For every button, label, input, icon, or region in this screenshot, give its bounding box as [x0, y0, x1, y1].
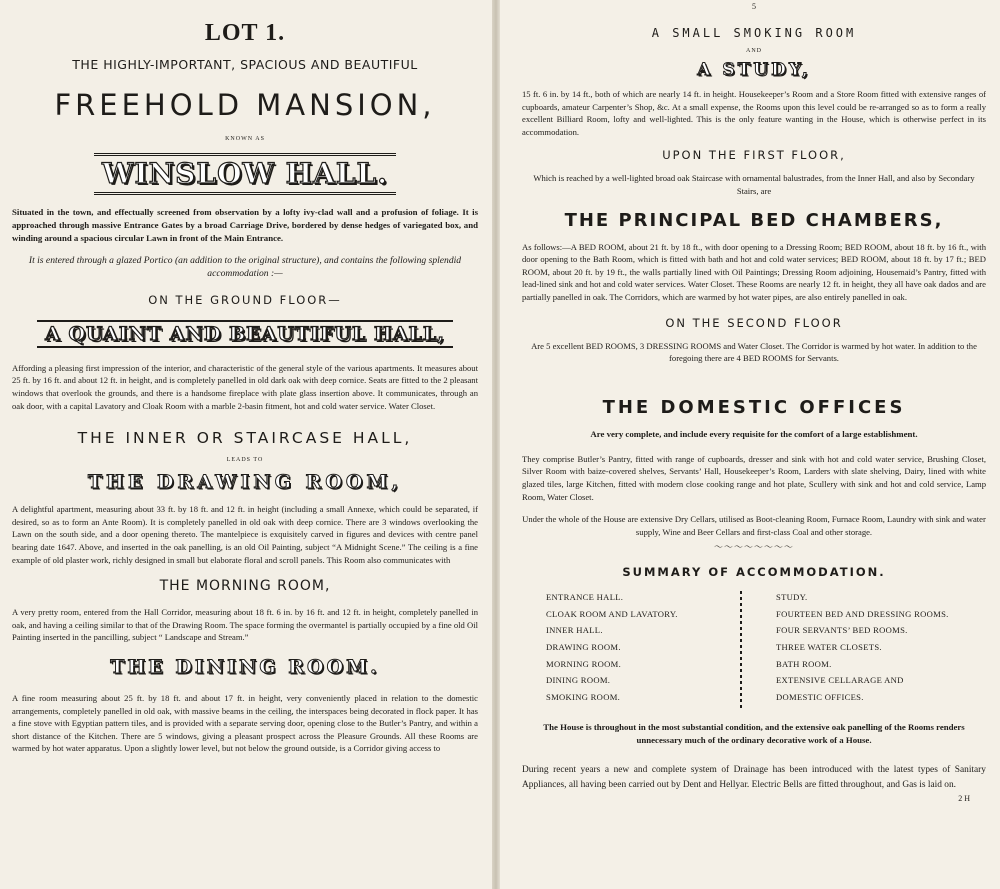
second-paragraph: Are 5 excellent BED ROOMS, 3 DRESSING ROOMS and Water Closet. The Corridor is warmed by hot water. In addition to the foregoing there are 4 BED ROOMS for Servants. [531, 340, 977, 364]
summary-item: INNER HALL. [546, 625, 603, 636]
summary-item: BATH ROOM. [776, 658, 832, 669]
summary-item: MORNING ROOM. [546, 658, 622, 669]
summary-item: ENTRANCE HALL. [546, 592, 624, 603]
cellars-paragraph: Under the whole of the House are extensive Dry Cellars, utilised as Boot-cleaning Room, Furnace Room, Laundry with sink and water supply, Wine and Beer Cellars and first-class Coal and other storage. [522, 514, 986, 537]
left-page [0, 0, 492, 889]
summary-item: FOURTEEN BED AND DRESSING ROOMS. [776, 608, 949, 619]
hall-name: WINSLOW HALL. [94, 153, 396, 195]
first-floor-heading: UPON THE FIRST FLOOR, [662, 148, 846, 163]
study-heading: A STUDY, [697, 60, 811, 80]
page-number-top: 5 [752, 2, 756, 11]
offices-paragraph: They comprise Butler’s Pantry, fitted with range of cupboards, dresser and sink with hot and cold water service, Brushing Closet, Silver Room with baize-covered shelves, Servants’ Hall, Housekeeper’s Room, Larders with slate shelving, Dairy, lined with white glazed tiles, large Kitchen, fitted with modern close cooking range and hot plate, Scullery with sink and hot and cold service, Lamp Room, Water Closet. [522, 453, 986, 502]
ornamental-rule: 〜〜〜〜〜〜〜〜 [713, 542, 794, 553]
signature-mark: 2 H [958, 794, 970, 804]
morning-paragraph: A very pretty room, entered from the Hall Corridor, measuring about 18 ft. 6 in. by 16 ft. and 12 ft. in height, completely panelled in oak, and having a ceiling similar to that of the Drawing Room. The space forming the overmantel is partially occupied by a fine old Oil Painting inserted in the pancilling, subject “ Landscape and Stream.” [12, 607, 478, 643]
lot-title: LOT 1. [204, 20, 286, 46]
inner-hall-heading: THE INNER OR STAIRCASE HALL, [77, 429, 413, 448]
subtitle: THE HIGHLY-IMPORTANT, SPACIOUS AND BEAUTIFUL [72, 57, 418, 72]
hall-name-banner [12, 152, 478, 196]
dining-paragraph: A fine room measuring about 25 ft. by 18 ft. and about 17 ft. in height, very conveniently placed in relation to the domestic arrangements, completely panelled in old oak, with massive beams in the ceiling, the interspaces being decorated in flock paper. It has a fine stove with Egyptian pattern tiles, and is provided with a separate serving door, opening close to the Butler’s Pantry, and within a short distance of the Kitchen. There are 5 windows, giving a pleasant prospect across the Pleasure Grounds. All these Rooms are warmed by hot water apparatus. Upon a slightly lower level, but not below the ground outside, is a Corridor giving access to [12, 692, 478, 754]
leads-to-label: LEADS TO [226, 457, 264, 464]
hall-paragraph: Affording a pleasing first impression of the interior, and characteristic of the general style of the various apartments. It measures about 25 ft. by 16 ft. and about 12 ft. in height, and is completely panelled in old dark oak with deep cornice. Seats are fitted to the 2 pleasant windows that overlook the grounds, and there is a handsome fireplace with plate glass insertion above. It communicates, through an oak door, with a capital Lavatory and Cloak Room with a marble 2-basin fitment, hot and cold water service. Water Closet. [12, 362, 478, 411]
second-floor-heading: ON THE SECOND FLOOR [665, 315, 843, 330]
mansion-title: FREEHOLD MANSION, [54, 88, 436, 122]
summary-item: STUDY. [776, 592, 808, 603]
summary-item: DOMESTIC OFFICES. [776, 691, 864, 702]
ground-floor-heading: ON THE GROUND FLOOR— [148, 292, 342, 307]
staircase-paragraph: Which is reached by a well-lighted broad oak Staircase with ornamental balustrades, from the Inner Hall, and also by Secondary Stairs, are [533, 173, 975, 196]
summary-item: SMOKING ROOM. [546, 691, 621, 702]
known-as-label: KNOWN AS [225, 136, 265, 142]
quaint-hall-heading: A QUAINT AND BEAUTIFUL HALL, [37, 320, 453, 348]
quaint-hall-banner [12, 320, 478, 348]
summary-item: THREE WATER CLOSETS. [776, 642, 882, 653]
bed-paragraph: As follows:—A BED ROOM, about 21 ft. by 18 ft., with door opening to a Dressing Room; BED ROOM, about 18 ft. by 16 ft., with door opening to the Bath Room, which is fitted with bath and hot and cold water services; BED ROOM, about 18 ft. by 17 ft.; BED ROOM, about 20 ft. by 19 ft., the walls partially lined with Oil Paintings; Dressing Room adjoining, Housemaid’s Pantry, fitted with lead-lined sink and hot and cold water services. Water Closet. These Rooms are nearly 12 ft. in height, they all have oak dados and are partially panelled in oak. The Corridors, which are warmed by hot water pipes, are also entirely panelled in oak. [522, 241, 986, 302]
summary-left-column [546, 589, 740, 711]
summary-item: EXTENSIVE CELLARAGE AND [776, 675, 904, 686]
portico-paragraph: It is entered through a glazed Portico (an addition to the original structure), and contains the following splendid accommodation :— [28, 255, 462, 280]
right-page [500, 0, 1000, 889]
morning-room-heading: THE MORNING ROOM, [159, 578, 331, 595]
condition-paragraph: The House is throughout in the most substantial condition, and the extensive oak panelling of the Rooms renders unnecessary much of the ordinary decorative work of a House. [543, 722, 965, 746]
principal-bed-heading: THE PRINCIPAL BED CHAMBERS, [564, 209, 944, 231]
summary-item: DINING ROOM. [546, 675, 611, 686]
smoking-room-heading: A SMALL SMOKING ROOM [651, 26, 857, 40]
summary-item: CLOAK ROOM AND LAVATORY. [546, 608, 678, 619]
summary-grid [546, 589, 970, 711]
summary-heading: SUMMARY OF ACCOMMODATION. [622, 565, 886, 580]
study-paragraph: 15 ft. 6 in. by 14 ft., both of which are nearly 14 ft. in height. Housekeeper’s Room and a Store Room fitted with extensive ranges of cupboards, amateur Carpenter’s Shop, &c. At a small expense, the Rooms upon this level could be re-arranged so as to form a really excellent Billiard Room, lofty and well-lighted. This is the only feature wanting in the House, which is otherwise perfect in its accommodation. [522, 89, 986, 137]
offices-bold-paragraph: Are very complete, and include every requisite for the comfort of a large establishment. [590, 428, 918, 439]
summary-right-column [742, 589, 970, 711]
summary-item: DRAWING ROOM. [546, 642, 621, 653]
drawing-room-heading: THE DRAWING ROOM, [87, 471, 403, 494]
domestic-offices-heading: THE DOMESTIC OFFICES [602, 396, 906, 418]
intro-paragraph: Situated in the town, and effectually screened from observation by a lofty ivy-clad wall and a profusion of foliage. It is approached through massive Entrance Gates by a broad Carriage Drive, bordered by dense hedges of variegated box, and winding around a spacious circular Lawn in front of the Main Entrance. [12, 207, 478, 243]
and-label: AND [746, 48, 762, 54]
drawing-paragraph: A delightful apartment, measuring about 33 ft. by 18 ft. and 12 ft. in height (including a small Annexe, which could be separated, if desired, so as to form an Ante Room). It is completely panelled in old oak with deep cornice. There are 3 windows overlooking the Lawn on the south side, and a door opening thereto. The mantelpiece is exquisitely carved in figures and devices with centre panel bearing date 1647. Above, and inserted in the oak panelling, is an old Oil Painting, subject “A Midnight Scene.” The ceiling is a fine example of old plaster work, richly designed in small but elaborate floral and scroll panels. This Room also communicates with [12, 504, 478, 565]
dining-room-heading: THE DINING ROOM. [110, 655, 380, 678]
summary-item: FOUR SERVANTS’ BED ROOMS. [776, 625, 908, 636]
book-gutter [492, 0, 500, 889]
drainage-paragraph: During recent years a new and complete system of Drainage has been introduced with the latest types of Sanitary Appliances, all having been carried out by Dent and Hellyar. Electric Bells are fitted throughout, and Gas is laid on. [522, 765, 986, 790]
